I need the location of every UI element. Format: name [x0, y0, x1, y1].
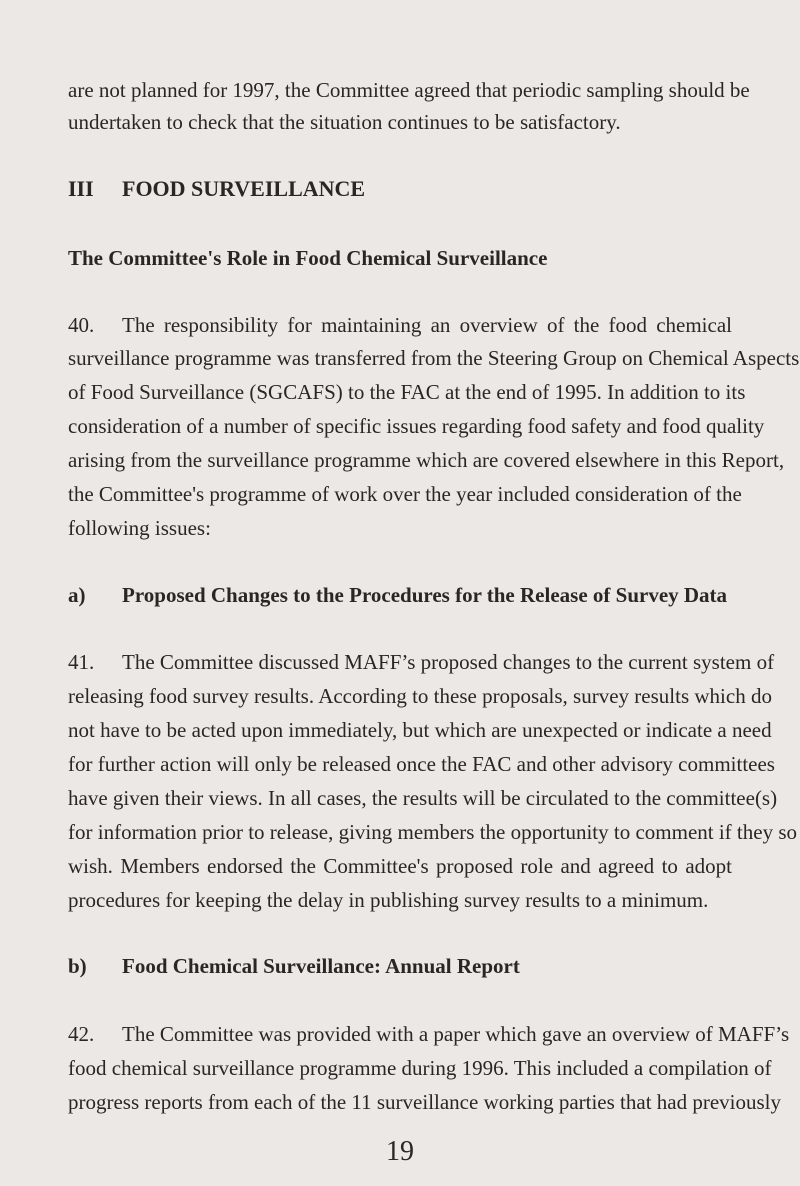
- para40-line: of Food Surveillance (SGCAFS) to the FAC at the end of 1995. In addition to its: [68, 380, 746, 404]
- para40-line: the Committee's programme of work over the year included consideration of the: [68, 482, 742, 506]
- para41-line: not have to be acted upon immediately, but which are unexpected or indicate a need: [68, 718, 772, 742]
- para41-line: releasing food survey results. According to these proposals, survey results which do: [68, 684, 772, 708]
- para41-line: wish. Members endorsed the Committee's proposed role and agreed to adopt: [68, 854, 732, 878]
- section-number: III: [68, 176, 94, 201]
- paragraph-number: 40.: [68, 313, 95, 337]
- para40-line: following issues:: [68, 516, 211, 540]
- para40-line: [68, 313, 732, 337]
- para42-line: food chemical surveillance programme during 1996. This included a compilation of: [68, 1056, 772, 1080]
- para41-line: have given their views. In all cases, the results will be circulated to the committee(s): [68, 786, 778, 810]
- item-label: b): [68, 954, 87, 978]
- page-number: 19: [386, 1136, 414, 1167]
- para42-line: progress reports from each of the 11 surveillance working parties that had previously: [68, 1090, 782, 1114]
- para41-line: [68, 650, 775, 674]
- paragraph-number: 42.: [68, 1022, 95, 1046]
- para40-line: arising from the surveillance programme which are covered elsewhere in this Report,: [68, 448, 785, 472]
- body-line: are not planned for 1997, the Committee agreed that periodic sampling should be: [68, 78, 750, 102]
- para41-line: for information prior to release, giving members the opportunity to comment if they so: [68, 820, 798, 844]
- section-title: FOOD SURVEILLANCE: [122, 176, 366, 201]
- item-title: Proposed Changes to the Procedures for the Release of Survey Data: [122, 583, 728, 607]
- item-title: Food Chemical Surveillance: Annual Report: [122, 954, 520, 978]
- para40-text: The responsibility for maintaining an overview of the food chemical: [122, 313, 732, 337]
- para41-line: for further action will only be released once the FAC and other advisory committees: [68, 752, 775, 776]
- para41-line: procedures for keeping the delay in publishing survey results to a minimum.: [68, 888, 709, 912]
- item-a-heading: [68, 583, 732, 607]
- paragraph-number: 41.: [68, 650, 95, 674]
- para40-line: surveillance programme was transferred from the Steering Group on Chemical Aspects: [68, 346, 800, 370]
- para42-line: [68, 1022, 790, 1046]
- item-b-heading: [68, 954, 732, 978]
- subsection-heading: The Committee's Role in Food Chemical Surveillance: [68, 246, 548, 270]
- section-heading: [68, 177, 732, 201]
- para42-text: The Committee was provided with a paper which gave an overview of MAFF’s: [122, 1022, 790, 1046]
- para41-text: The Committee discussed MAFF’s proposed changes to the current system of: [122, 650, 775, 674]
- para40-line: consideration of a number of specific issues regarding food safety and food quality: [68, 414, 765, 438]
- item-label: a): [68, 583, 86, 607]
- body-line: undertaken to check that the situation continues to be satisfactory.: [68, 110, 621, 134]
